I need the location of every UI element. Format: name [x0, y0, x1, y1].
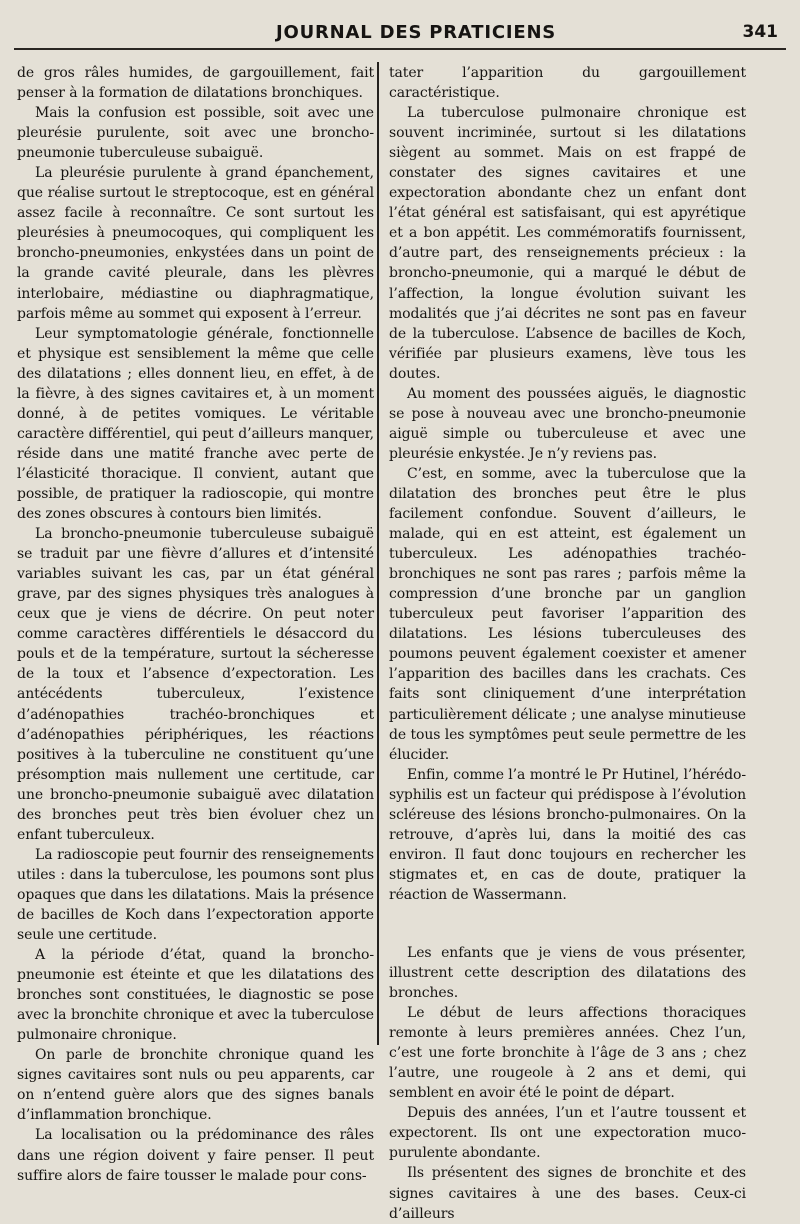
left-paragraph-4: Leur symptomatologie générale, fonctionnelle et physique est sensiblement la même que celle des dilatations ; elles donnent lieu, en effet, à de la fièvre, à des signes cavitaires et, à un moment donné, à de petites vomiques. Le véritable caractère différentiel, qui peut d’ailleurs manquer, réside dans une matité franche avec perte de l’élasticité thoracique. Il convient, autant que possible, de pratiquer la radioscopie, qui montre des zones obscures à contours bien limités.: [17, 325, 374, 523]
right-paragraph-1: tater l’apparition du gargouillement caractéristique.: [389, 65, 746, 102]
right-paragraph-2: La tuberculose pulmonaire chronique est souvent incriminée, surtout si les dilatations siègent au sommet. Mais on est frappé de constater des signes cavitaires et une expectoration abondante chez un enfant dont l’état général est satisfaisant, qui est apyrétique et a bon appétit. Les commémoratifs fournissent, d’autre part, des renseignements précieux : la broncho-pneumonie, qui a marqué le début de l’affection, la longue évolution suivant les modalités que j’ai décrites ne sont pas en faveur de la tuberculose. L’absence de bacilles de Koch, vérifiée par plusieurs examens, lève tous les doutes.: [389, 105, 746, 382]
left-column: [17, 63, 374, 1184]
right-paragraph-5: Enfin, comme l’a montré le Pr Hutinel, l’hérédo-syphilis est un facteur qui prédispose à l’évolution scléreuse des lésions broncho-pulmonaires. On la retrouve, d’après lui, dans la moitié des cas environ. Il faut donc toujours en rechercher les stigmates et, en cas de doute, pratiquer la réaction de Wassermann.: [389, 766, 746, 903]
right-paragraph-3: Au moment des poussées aiguës, le diagnostic se pose à nouveau avec une broncho-pneumonie aiguë simple ou tuberculeuse et avec une pleurésie enkystée. Je n’y reviens pas.: [389, 385, 746, 462]
right-paragraph-8: Depuis des années, l’un et l’autre toussent et expectorent. Ils ont une expectoration muco-purulente abondante.: [389, 1105, 746, 1162]
left-paragraph-2: Mais la confusion est possible, soit avec une pleurésie purulente, soit avec une broncho-pneumonie tuberculeuse subaiguë.: [17, 105, 374, 162]
right-paragraph-7: Le début de leurs affections thoraciques remonte à leurs premières années. Chez l’un, c’est une forte bronchite à l’âge de 3 ans ; chez l’autre, une rougeole à 2 ans et demi, qui semblent en avoir été le point de départ.: [389, 1005, 746, 1102]
left-paragraph-6: La radioscopie peut fournir des renseignements utiles : dans la tuberculose, les poumons sont plus opaques que dans les dilatations. Mais la présence de bacilles de Koch dans l’expectoration apporte seule une certitude.: [17, 846, 374, 944]
left-paragraph-7: A la période d’état, quand la broncho-pneumonie est éteinte et que les dilatations des bronches sont constituées, le diagnostic se pose avec la bronchite chronique et avec la tuberculose pulmonaire chronique.: [17, 947, 374, 1044]
right-column: [389, 63, 746, 1222]
left-paragraph-5: La broncho-pneumonie tuberculeuse subaiguë se traduit par une fièvre d’allures et d’intensité variables suivant les cas, par un état général grave, par des signes physiques très analogues à ceux que je viens de décrire. On peut noter comme caractères différentiels le désaccord du pouls et de la température, surtout la sécheresse de la toux et l’absence d’expectoration. Les antécédents tuberculeux, l’existence d’adénopathies trachéo-bronchiques et d’adénopathies périphériques, les réactions positives à la tuberculine ne constituent qu’une présomption mais nullement une certitude, car une broncho-pneumonie subaiguë avec dilatation des bronches peut très bien évoluer chez un enfant tuberculeux.: [17, 526, 374, 843]
running-head: [14, 12, 786, 50]
header-rule: [14, 48, 786, 50]
section-gap: [389, 905, 746, 943]
page-number: 341: [742, 22, 778, 42]
left-paragraph-8: On parle de bronchite chronique quand les signes cavitaires sont nuls ou peu apparents, car on n’entend guère alors que des signes banals d’inflammation bronchique.: [17, 1047, 374, 1124]
right-paragraph-6: Les enfants que je viens de vous présenter, illustrent cette description des dilatations des bronches.: [389, 944, 746, 1002]
left-paragraph-1: de gros râles humides, de gargouillement, fait penser à la formation de dilatations bronchiques.: [17, 65, 374, 102]
right-paragraph-4: C’est, en somme, avec la tuberculose que la dilatation des bronches peut être le plus facilement confondue. Souvent d’ailleurs, le malade, qui en est atteint, est également un tuberculeux. Les adénopathies trachéo-bronchiques ne sont pas rares ; parfois même la compression d’une bronche par un ganglion tuberculeux peut favoriser l’apparition des dilatations. Les lésions tuberculeuses des poumons peuvent également coexister et amener l’apparition des bacilles dans les crachats. Ces faits sont cliniquement d’une interprétation particulièrement délicate ; une analyse minutieuse de tous les symptômes peut seule permettre de les élucider.: [389, 465, 746, 763]
right-paragraph-9: Ils présentent des signes de bronchite et des signes cavitaires à une des bases. Ceux-ci d’ailleurs: [389, 1165, 746, 1222]
journal-title: JOURNAL DES PRATICIENS: [276, 22, 557, 43]
left-paragraph-9: La localisation ou la prédominance des râles dans une région doivent y faire penser. Il peut suffire alors de faire tousser le malade pour cons-: [17, 1127, 374, 1184]
column-divider: [377, 62, 379, 1045]
left-paragraph-3: La pleurésie purulente à grand épanchement, que réalise surtout le streptocoque, est en général assez facile à reconnaître. Ce sont surtout les pleurésies à pneumocoques, qui compliquent les broncho-pneumonies, enkystées dans un point de la grande cavité pleurale, dans les plèvres interlobaire, médiastine ou diaphragmatique, parfois même au sommet qui exposent à l’erreur.: [17, 165, 374, 322]
